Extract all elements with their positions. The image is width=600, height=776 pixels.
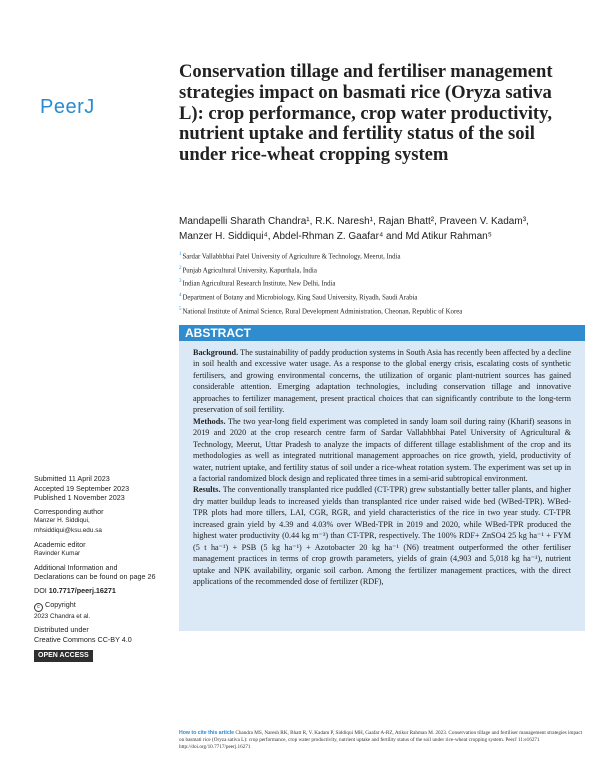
copyright-holder: 2023 Chandra et al. (34, 612, 91, 620)
affiliation-number: 3 (179, 279, 182, 285)
abstract-methods (193, 416, 571, 485)
copyright-icon: c (34, 603, 43, 612)
corr-heading: Corresponding author (34, 506, 104, 516)
academic-editor (34, 540, 159, 559)
affiliation-text: Sardar Vallabhbhai Patel University of Agriculture & Technology, Meerut, India (182, 253, 401, 261)
affiliation-text: Department of Botany and Microbiology, King Saud University, Riyadh, Saudi Arabia (182, 294, 418, 302)
affiliation-item (179, 290, 579, 304)
abstract-heading: ABSTRACT (179, 325, 585, 341)
abstract-body (179, 341, 585, 631)
affiliation-number: 2 (179, 265, 182, 271)
affiliation-text: Punjab Agricultural University, Kapurthala, India (182, 266, 317, 274)
results-label: Results. (193, 485, 221, 495)
editor-name: Ravinder Kumar (34, 550, 81, 558)
citation-note (179, 730, 585, 750)
article-sidebar (34, 474, 159, 662)
license-block (34, 625, 159, 644)
published-date: Published 1 November 2023 (34, 493, 125, 503)
author-line-1: Mandapelli Sharath Chandra¹, R.K. Naresh¹, Rajan Bhatt², Praveen V. Kadam³, (179, 216, 529, 227)
affiliation-number: 1 (179, 252, 182, 257)
accepted-date: Accepted 19 September 2023 (34, 483, 130, 493)
author-list (179, 214, 579, 244)
affiliation-item (179, 304, 579, 318)
methods-label: Methods. (193, 416, 226, 426)
submitted-date: Submitted 11 April 2023 (34, 474, 110, 483)
background-label: Background. (193, 348, 239, 357)
affiliation-item (179, 263, 579, 277)
license-name[interactable]: Creative Commons CC-BY 4.0 (34, 634, 132, 644)
corr-name: Manzer H. Siddiqui, (34, 517, 90, 525)
corr-email[interactable]: mhsiddiqui@ksu.edu.sa (34, 526, 102, 534)
abstract-results (193, 484, 571, 587)
results-text: The conventionally transplanted rice puddled (CT-TPR) grew substantially better taller plants, and higher dry matter buildup leads to increased yields than transplanted rice under raised wide bed (WBed-TPR). WBed-TPR plots had more tillers, LAI, CGR, RGR, and yield characteristics of the rice in two year study. CT-TPR increased grain yield by 4.39 and 4.03% over WBed-TPR in 2019 and 2020, while WBed-TPR produced the highest water productivity (0.44 kg m⁻³) than CT-TPR, respectively. The 100% RDF+ ZnSO4 25 kg ha⁻¹ + FYM (5 t ha⁻¹) + PSB (5 kg ha⁻¹) + Azotobacter 20 kg ha⁻¹ (N6) treatment outperformed the other fertiliser management practices in terms of crop growth parameters, yields of grain (4,903 and 5,018 kg ha⁻¹), nutrient uptake and NPK availability, organic soil carbon. Among the fertilizer management practices, with the direct applications of the recommended dose of fertilizer (RDF), (193, 485, 571, 587)
affiliation-text: National Institute of Animal Science, Rural Development Administration, Cheonan, Republic of Korea (182, 307, 463, 315)
open-access-badge: OPEN ACCESS (34, 650, 93, 662)
doi-label: DOI (34, 585, 47, 595)
doi-line (34, 586, 159, 596)
affiliation-number: 5 (179, 306, 182, 312)
copyright-block (34, 600, 159, 622)
methods-text: The two year-long field experiment was completed in sandy loam soil during rainy (Kharif) seasons in 2019 and 2020 at the crop research centre farm of Sardar Vallabhbhai Patel University of Agricultural & Technology, Meerut, Uttar Pradesh to analyze the impacts of different tillage establishment of the crop and its methodologies as well as integrated nutritional management approaches on rice growth, yield, productivity of water, nutrient uptake, and fertility status of soil under a rice-wheat rotation system. The experiment was set up in a factorial randomized block design and replicated three times in a semi-arid subtropical environment. (193, 416, 571, 483)
editor-heading: Academic editor (34, 539, 86, 549)
corresponding-author (34, 507, 159, 536)
affiliation-item (179, 276, 579, 290)
publication-dates (34, 474, 159, 503)
background-text: The sustainability of paddy production systems in South Asia has recently been affected by a decline in soil health and excessive water usage. As a response to the global energy crisis, escalating costs of synthetic fertilisers, and growing environmental concerns, the utilization of organic plant-nutrient sources has gained considerable attention. Emerging adaptation technologies, including conservation tillage and innovative approaches to fertilizer management, present practical choices that can significantly contribute to the long-term preservation of soil fertility. (193, 348, 571, 415)
affiliation-item (179, 249, 579, 263)
paper-title: Conservation tillage and fertiliser management strategies impact on basmati rice (Oryza sativa L): crop performance, crop water productivity, nutrient uptake and fertility status of the soil under rice-wheat cropping system (179, 61, 553, 166)
additional-info: Additional Information and Declarations can be found on page 26 (34, 562, 156, 582)
author-line-2: Manzer H. Siddiqui⁴, Abdel-Rhman Z. Gaafar⁴ and Md Atikur Rahman⁵ (179, 231, 492, 242)
affiliation-number: 4 (179, 293, 182, 299)
doi-link[interactable]: 10.7717/peerj.16271 (48, 585, 116, 595)
peerj-logo: PeerJ (40, 96, 95, 118)
citation-text: Chandra MS, Naresh RK, Bhatt R, V. Kadam P, Siddiqui MH, Gaafar A-RZ, Atikur Rahman M. 2023. Conservation tillage and fertiliser management strategies impact on basmati rice (Oryza sativa L): crop performance, crop water productivity, nutrient uptake and fertility status of the soil under rice-wheat cropping system. PeerJ 11:e16271 http://doi.org/10.7717/peerj.16271 (179, 730, 583, 750)
affiliation-text: Indian Agricultural Research Institute, New Delhi, India (182, 280, 336, 288)
citation-label: How to cite this article (179, 730, 235, 736)
affiliation-list (179, 249, 579, 317)
abstract-background (193, 347, 571, 416)
copyright-label: Copyright (45, 599, 76, 609)
distributed-label: Distributed under (34, 625, 89, 635)
